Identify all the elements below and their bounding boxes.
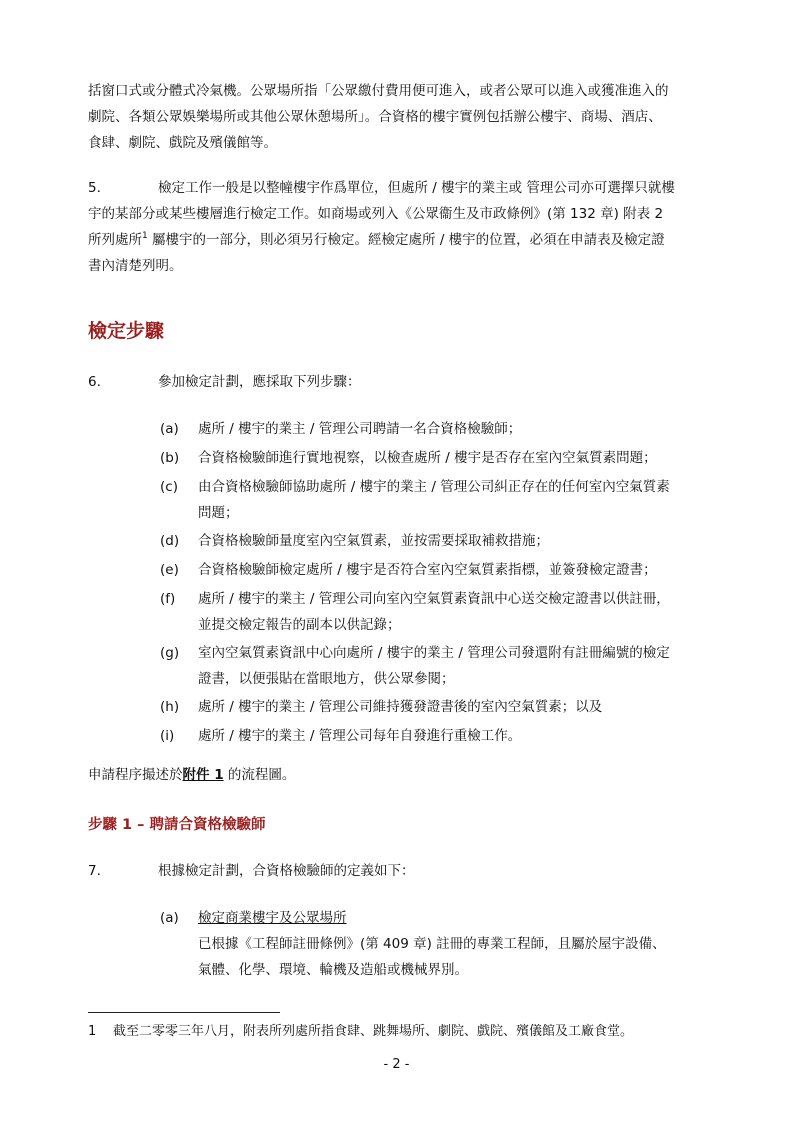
list-item-text [198,416,718,442]
text-line: 問題； [198,505,239,521]
list-item-label: (c) [160,479,178,495]
list-item-text [198,474,718,526]
footnote-text: 截至二零零三年八月，附表所列處所指食肆、跳舞場所、劇院、戲院、殯儀館及工廠食堂。 [113,1024,634,1039]
list-item-text [198,905,718,983]
step-1-heading: 步驟 1 – 聘請合資格檢驗師 [88,817,266,833]
list-item-label: (a) [160,910,179,926]
text-line: 合資格檢驗師量度室內空氣質素，並按需要採取補救措施； [198,533,549,549]
text-line: 已根據《工程師註冊條例》(第 409 章) 註冊的專業工程師，且屬於屋宇設備、 [198,936,666,952]
text-span: 屬樓宇的一部分，則必須另行檢定。經檢定處所 / 樓宇的位置，必須在申請表及檢定證 [147,232,665,248]
text-line: 括窗口式或分體式冷氣機。公眾場所指「公眾繳付費用便可進入，或者公眾可以進入或獲准進入的 [88,83,669,99]
list-item-text [198,557,718,583]
text-line: 處所 / 樓宇的業主 / 管理公司聘請一名合資格檢驗師； [198,421,522,437]
list-item-label: (e) [160,562,179,578]
paragraph-number: 7. [88,863,101,879]
text-line: 劇院、各類公眾娛樂場所或其他公眾休憩場所」。合資格的樓宇實例包括辦公樓宇、商場、酒店、 [88,109,662,125]
text-line: 處所 / 樓宇的業主 / 管理公司向室內空氣質素資訊中心送交檢定證書以供註冊， [198,591,670,607]
list-item-label: (a) [160,421,179,437]
paragraph-5-line1 [88,175,716,201]
paragraph-5 [88,175,716,279]
text-line: 由合資格檢驗師協助處所 / 樓宇的業主 / 管理公司糾正存在的任何室內空氣質素 [198,479,670,495]
list-item-text [198,694,718,720]
paragraph-number: 6. [88,374,101,390]
text-line: 並提交檢定報告的副本以供記錄； [198,617,401,633]
section-heading: 檢定步驟 [88,320,165,342]
text-line: 證書，以便張貼在當眼地方，供公眾參閱； [198,671,455,687]
list-item-label: (i) [160,728,175,744]
text-line: 氣體、化學、環境、輪機及造船或機械界別。 [198,962,468,978]
text-span: 檢定工作一般是以整幢樓宇作爲單位，但處所 / 樓宇的業主或 管理公司亦可選擇只就樓 [158,180,675,196]
text-line: 合資格檢驗師進行實地視察，以檢查處所 / 樓宇是否存在室內空氣質素問題； [198,450,657,466]
list-item-title: 檢定商業樓宇及公眾場所 [198,910,347,926]
text-span: 所列處所 [88,232,142,248]
list-item-label: (f) [160,591,176,607]
text-line: 處所 / 樓宇的業主 / 管理公司維持獲發證書後的室內空氣質素；以及 [198,699,603,715]
paragraph-number: 5. [88,180,101,196]
text-line: 書內清楚列明。 [88,258,183,274]
footnote-mark: 1 [88,1024,97,1039]
text-span: 的流程圖。 [223,767,296,783]
list-item-label: (g) [160,645,180,661]
list-item-text [198,528,718,554]
paragraph-5-line3 [88,227,716,253]
footnote-reference: 1 [142,231,148,241]
text-line: 宇的某部分或某些樓層進行檢定工作。如商場或列入《公眾衞生及市政條例》(第 132 章) 附表 2 [88,206,664,222]
text-line: 合資格檢驗師檢定處所 / 樓宇是否符合室內空氣質素指標，並簽發檢定證書； [198,562,657,578]
list-item-text [198,586,718,638]
text-line: 處所 / 樓宇的業主 / 管理公司每年自發進行重檢工作。 [198,728,522,744]
footnote-divider [88,1012,280,1013]
list-item-label: (d) [160,533,180,549]
continued-paragraph [88,78,716,156]
list-item-text [198,445,718,471]
list-item-label: (h) [160,699,180,715]
text-line: 室內空氣質素資訊中心向處所 / 樓宇的業主 / 管理公司發還附有註冊編號的檢定 [198,645,670,661]
list-item-label: (b) [160,450,180,466]
paragraph-6-text: 參加檢定計劃，應採取下列步驟： [158,374,361,390]
annex-1-link[interactable]: 附件 1 [182,767,224,783]
flow-chart-reference [88,762,716,788]
text-line: 食肆、劇院、戲院及殯儀館等。 [88,135,277,151]
list-item-text [198,640,718,692]
text-span: 申請程序撮述於 [88,767,183,783]
list-item-text [198,723,718,749]
paragraph-7-text: 根據檢定計劃，合資格檢驗師的定義如下： [158,863,415,879]
page-number: - 2 - [383,1057,410,1072]
